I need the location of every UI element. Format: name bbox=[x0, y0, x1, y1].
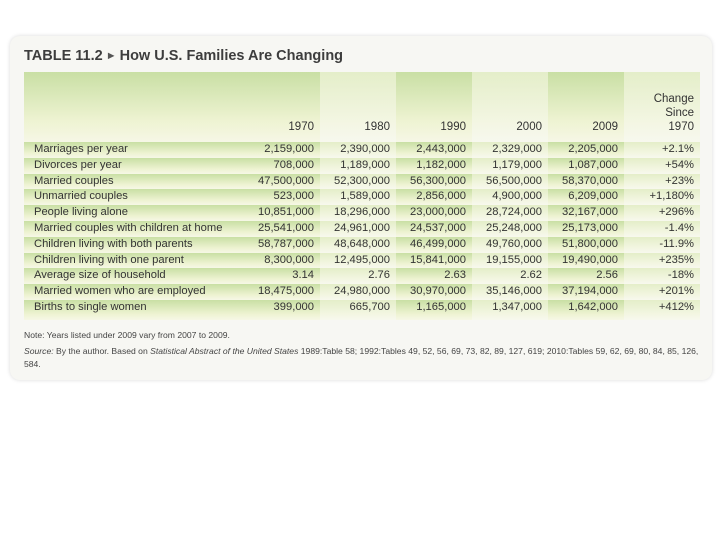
source-text-2: 1989:Table 58; 1992:Tables 49, 52, 56, 69, 73, 82, 89, 127, 619; 2010:Tables 59, 62, 69, 80, 84, 85, 126, 584. bbox=[24, 346, 699, 369]
table-note: Note: Years listed under 2009 vary from 2007 to 2009. bbox=[24, 330, 230, 340]
value-cell: 51,800,000 bbox=[548, 237, 624, 253]
value-cell: 399,000 bbox=[244, 300, 320, 320]
value-cell: 32,167,000 bbox=[548, 205, 624, 221]
value-cell: 2,329,000 bbox=[472, 142, 548, 158]
header-change-line1: Change bbox=[653, 93, 694, 105]
value-cell: 24,980,000 bbox=[320, 284, 396, 300]
value-cell: 47,500,000 bbox=[244, 174, 320, 190]
value-cell: 2.62 bbox=[472, 268, 548, 284]
row-label: Unmarried couples bbox=[24, 189, 244, 205]
value-cell: 18,296,000 bbox=[320, 205, 396, 221]
header-row bbox=[24, 72, 700, 142]
value-cell: 58,787,000 bbox=[244, 237, 320, 253]
header-change-line3: 1970 bbox=[668, 121, 694, 133]
value-cell: 58,370,000 bbox=[548, 174, 624, 190]
value-cell: 1,182,000 bbox=[396, 158, 472, 174]
row-label: People living alone bbox=[24, 205, 244, 221]
row-label: Married women who are employed bbox=[24, 284, 244, 300]
value-cell: 1,642,000 bbox=[548, 300, 624, 320]
value-cell: 8,300,000 bbox=[244, 253, 320, 269]
value-cell: 2,390,000 bbox=[320, 142, 396, 158]
change-cell: -11.9% bbox=[624, 237, 700, 253]
row-label: Children living with one parent bbox=[24, 253, 244, 269]
value-cell: 49,760,000 bbox=[472, 237, 548, 253]
value-cell: 19,155,000 bbox=[472, 253, 548, 269]
change-cell: -18% bbox=[624, 268, 700, 284]
row-label: Married couples with children at home bbox=[24, 221, 244, 237]
value-cell: 46,499,000 bbox=[396, 237, 472, 253]
value-cell: 1,347,000 bbox=[472, 300, 548, 320]
table-source bbox=[24, 345, 704, 371]
table-row bbox=[24, 174, 700, 190]
value-cell: 2.63 bbox=[396, 268, 472, 284]
value-cell: 56,300,000 bbox=[396, 174, 472, 190]
table-row bbox=[24, 158, 700, 174]
value-cell: 2,159,000 bbox=[244, 142, 320, 158]
row-label: Married couples bbox=[24, 174, 244, 190]
table-row bbox=[24, 221, 700, 237]
header-change bbox=[624, 72, 700, 142]
value-cell: 2,205,000 bbox=[548, 142, 624, 158]
value-cell: 665,700 bbox=[320, 300, 396, 320]
value-cell: 25,248,000 bbox=[472, 221, 548, 237]
value-cell: 15,841,000 bbox=[396, 253, 472, 269]
change-cell: +235% bbox=[624, 253, 700, 269]
change-cell: +2.1% bbox=[624, 142, 700, 158]
table-row bbox=[24, 142, 700, 158]
value-cell: 37,194,000 bbox=[548, 284, 624, 300]
value-cell: 3.14 bbox=[244, 268, 320, 284]
value-cell: 12,495,000 bbox=[320, 253, 396, 269]
value-cell: 56,500,000 bbox=[472, 174, 548, 190]
value-cell: 48,648,000 bbox=[320, 237, 396, 253]
value-cell: 1,179,000 bbox=[472, 158, 548, 174]
value-cell: 35,146,000 bbox=[472, 284, 548, 300]
value-cell: 25,173,000 bbox=[548, 221, 624, 237]
header-1970: 1970 bbox=[244, 72, 320, 142]
value-cell: 30,970,000 bbox=[396, 284, 472, 300]
value-cell: 18,475,000 bbox=[244, 284, 320, 300]
table-row bbox=[24, 205, 700, 221]
table-title bbox=[24, 48, 343, 64]
value-cell: 2,443,000 bbox=[396, 142, 472, 158]
families-table bbox=[24, 72, 700, 320]
row-label: Divorces per year bbox=[24, 158, 244, 174]
source-title: Statistical Abstract of the United States bbox=[150, 346, 299, 356]
row-label: Children living with both parents bbox=[24, 237, 244, 253]
value-cell: 25,541,000 bbox=[244, 221, 320, 237]
header-2000: 2000 bbox=[472, 72, 548, 142]
value-cell: 24,961,000 bbox=[320, 221, 396, 237]
row-label: Births to single women bbox=[24, 300, 244, 320]
header-label bbox=[24, 72, 244, 142]
table-title-text: How U.S. Families Are Changing bbox=[119, 48, 344, 64]
value-cell: 1,589,000 bbox=[320, 189, 396, 205]
value-cell: 2.56 bbox=[548, 268, 624, 284]
value-cell: 28,724,000 bbox=[472, 205, 548, 221]
value-cell: 1,189,000 bbox=[320, 158, 396, 174]
table-row bbox=[24, 189, 700, 205]
table-row bbox=[24, 300, 700, 320]
value-cell: 523,000 bbox=[244, 189, 320, 205]
value-cell: 10,851,000 bbox=[244, 205, 320, 221]
table-number: TABLE 11.2 bbox=[24, 48, 103, 64]
arrow-icon: ► bbox=[105, 50, 117, 62]
change-cell: +296% bbox=[624, 205, 700, 221]
value-cell: 2.76 bbox=[320, 268, 396, 284]
change-cell: +54% bbox=[624, 158, 700, 174]
value-cell: 24,537,000 bbox=[396, 221, 472, 237]
value-cell: 19,490,000 bbox=[548, 253, 624, 269]
header-2009: 2009 bbox=[548, 72, 624, 142]
change-cell: +412% bbox=[624, 300, 700, 320]
table-row bbox=[24, 253, 700, 269]
header-change-line2: Since bbox=[665, 107, 694, 119]
value-cell: 23,000,000 bbox=[396, 205, 472, 221]
value-cell: 2,856,000 bbox=[396, 189, 472, 205]
change-cell: +1,180% bbox=[624, 189, 700, 205]
value-cell: 1,165,000 bbox=[396, 300, 472, 320]
value-cell: 4,900,000 bbox=[472, 189, 548, 205]
source-text-1: By the author. Based on bbox=[53, 346, 151, 356]
source-label: Source: bbox=[24, 346, 54, 356]
header-1980: 1980 bbox=[320, 72, 396, 142]
row-label: Average size of household bbox=[24, 268, 244, 284]
value-cell: 1,087,000 bbox=[548, 158, 624, 174]
table-row bbox=[24, 284, 700, 300]
table-row bbox=[24, 268, 700, 284]
table-row bbox=[24, 237, 700, 253]
header-1990: 1990 bbox=[396, 72, 472, 142]
change-cell: -1.4% bbox=[624, 221, 700, 237]
change-cell: +201% bbox=[624, 284, 700, 300]
change-cell: +23% bbox=[624, 174, 700, 190]
value-cell: 6,209,000 bbox=[548, 189, 624, 205]
value-cell: 708,000 bbox=[244, 158, 320, 174]
row-label: Marriages per year bbox=[24, 142, 244, 158]
value-cell: 52,300,000 bbox=[320, 174, 396, 190]
